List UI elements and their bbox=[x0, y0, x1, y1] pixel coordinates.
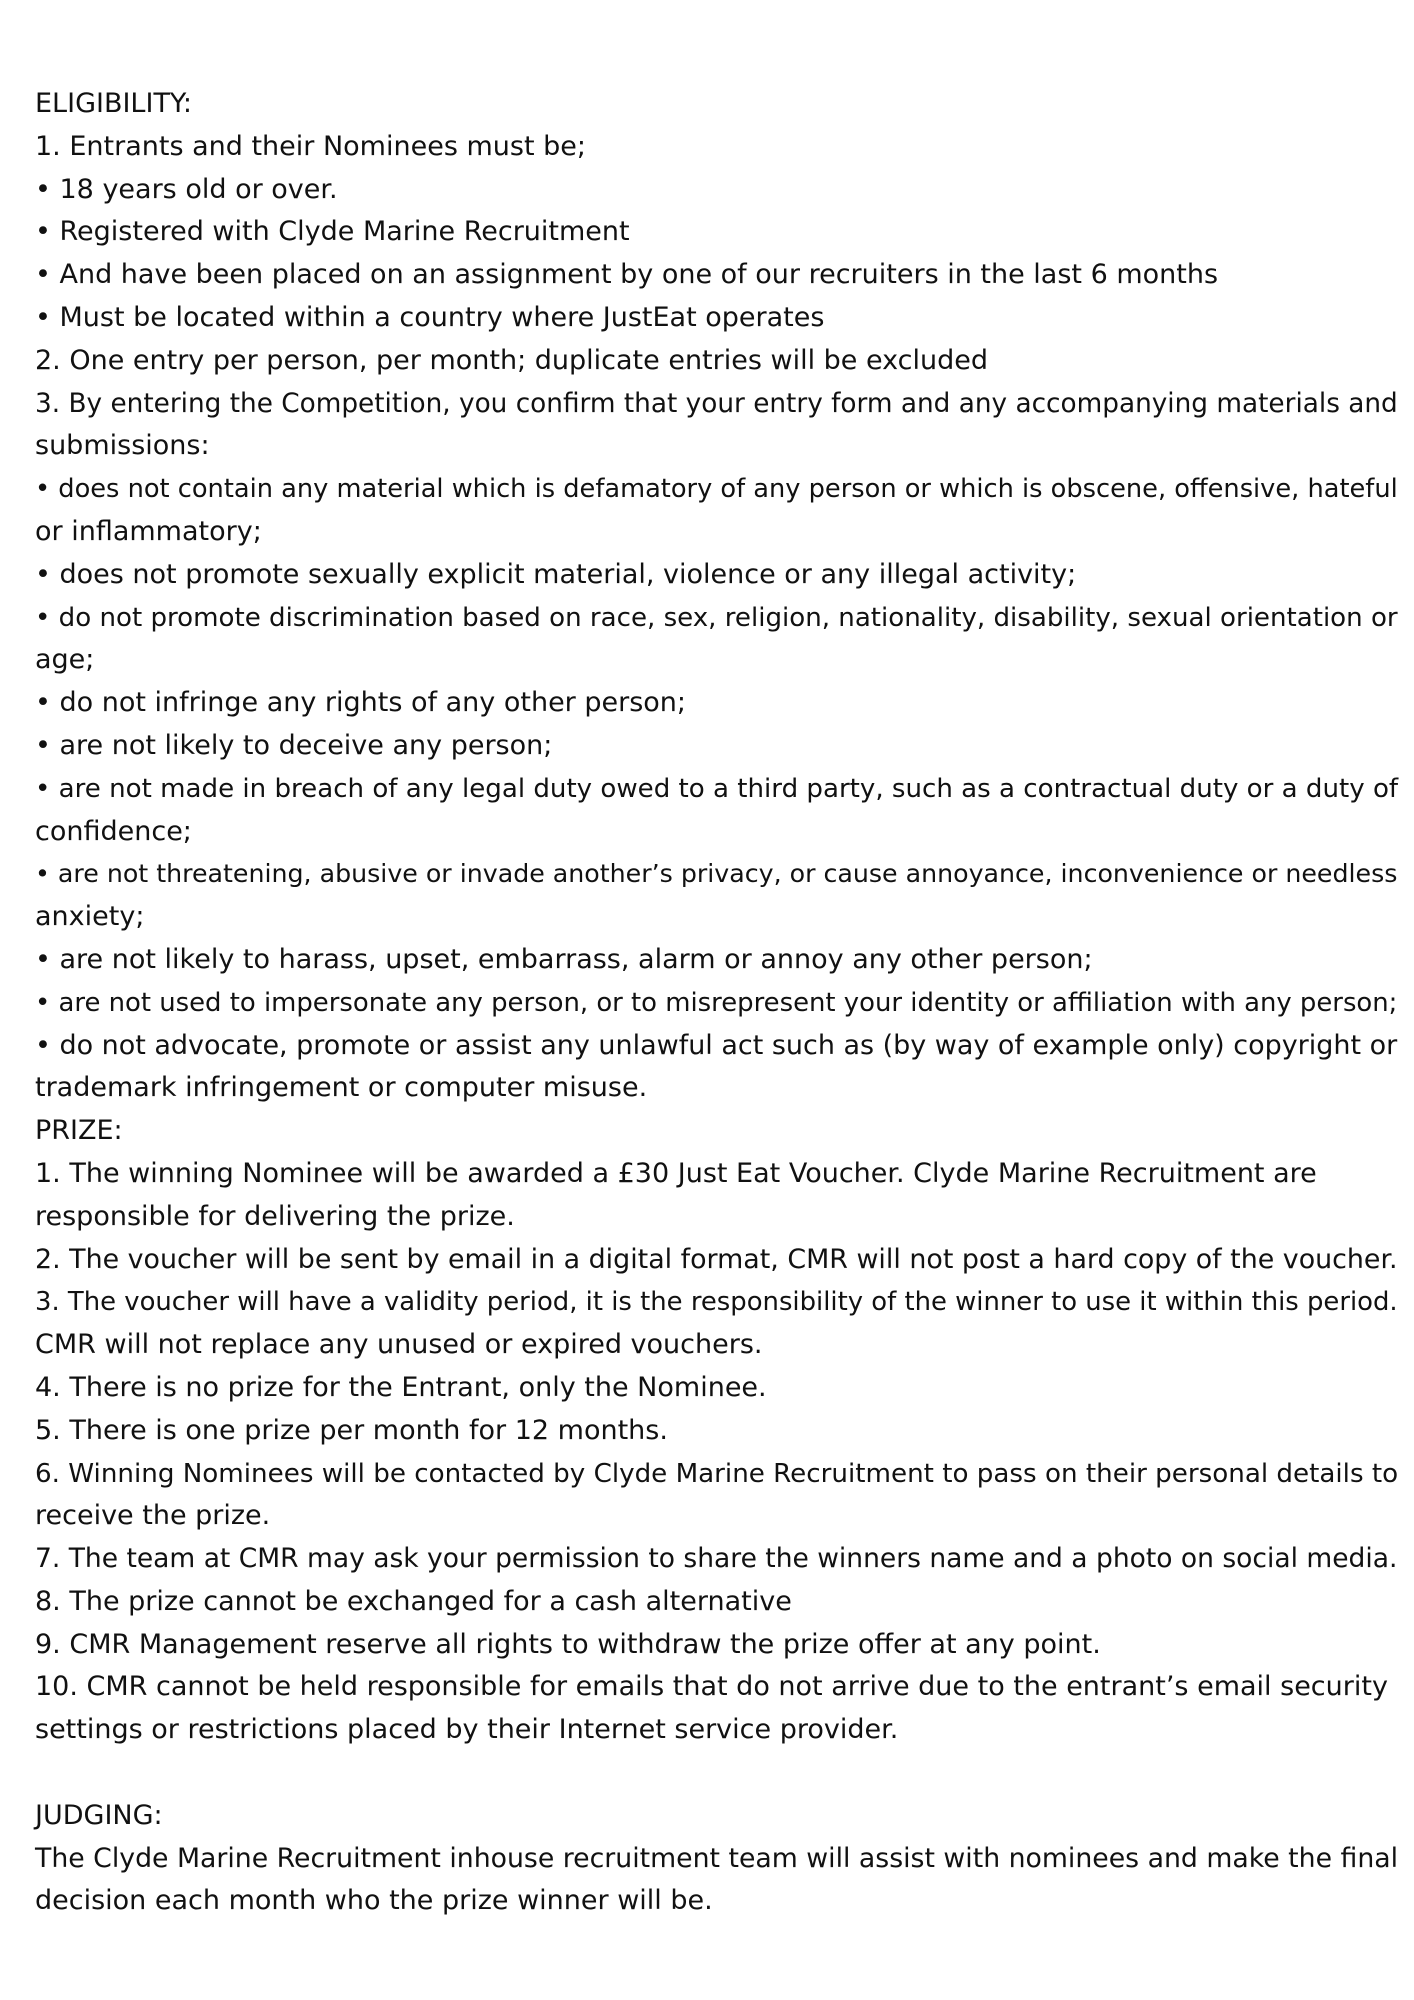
eligibility-text-line: • does not contain any material which is defamatory of any person or which is obscene, offensive, hateful bbox=[35, 474, 1398, 505]
prize-text-line: receive the prize. bbox=[35, 1500, 271, 1532]
eligibility-text-line: • 18 years old or over. bbox=[35, 173, 338, 205]
eligibility-text-line: submissions: bbox=[35, 430, 210, 462]
eligibility-text-line: • do not promote discrimination based on race, sex, religion, nationality, disability, sexual orientation or bbox=[35, 602, 1398, 633]
eligibility-text-line: trademark infringement or computer misuse. bbox=[35, 1072, 648, 1104]
eligibility-text-line: • are not used to impersonate any person, or to misrepresent your identity or affiliation with any person; bbox=[35, 987, 1398, 1018]
prize-text-line: responsible for delivering the prize. bbox=[35, 1200, 515, 1232]
eligibility-text-line: 1. Entrants and their Nominees must be; bbox=[35, 130, 586, 162]
eligibility-text-line: • Must be located within a country where JustEat operates bbox=[35, 301, 825, 333]
judging-lines bbox=[35, 1838, 1399, 1924]
eligibility-heading: ELIGIBILITY: bbox=[35, 88, 192, 119]
prize-text-line: 10. CMR cannot be held responsible for emails that do not arrive due to the entrant’s email security bbox=[35, 1671, 1388, 1703]
eligibility-text-line: age; bbox=[35, 644, 95, 676]
eligibility-section bbox=[35, 83, 1399, 1110]
eligibility-text-line: • do not advocate, promote or assist any unlawful act such as (by way of example only) copyright or bbox=[35, 1029, 1398, 1061]
prize-text-line: 3. The voucher will have a validity period, it is the responsibility of the winner to use it within this period. bbox=[35, 1287, 1398, 1318]
eligibility-text-line: • do not infringe any rights of any other person; bbox=[35, 687, 687, 719]
prize-text-line: 7. The team at CMR may ask your permission to share the winners name and a photo on social media. bbox=[35, 1543, 1398, 1575]
prize-text-line: 2. The voucher will be sent by email in a digital format, CMR will not post a hard copy of the voucher. bbox=[35, 1243, 1398, 1275]
prize-text-line: 9. CMR Management reserve all rights to withdraw the prize offer at any point. bbox=[35, 1628, 1101, 1660]
eligibility-text-line: • Registered with Clyde Marine Recruitment bbox=[35, 216, 630, 248]
prize-text-line: settings or restrictions placed by their Internet service provider. bbox=[35, 1714, 899, 1746]
judging-text-line: The Clyde Marine Recruitment inhouse recruitment team will assist with nominees and make the final bbox=[35, 1842, 1399, 1874]
eligibility-text-line: • are not likely to deceive any person; bbox=[35, 729, 553, 761]
prize-text-line: 4. There is no prize for the Entrant, only the Nominee. bbox=[35, 1371, 767, 1403]
eligibility-text-line: • are not made in breach of any legal duty owed to a third party, such as a contractual duty or a duty of bbox=[35, 773, 1399, 804]
prize-text-line: 1. The winning Nominee will be awarded a £30 Just Eat Voucher. Clyde Marine Recruitment are bbox=[35, 1157, 1317, 1189]
eligibility-text-line: • are not threatening, abusive or invade another’s privacy, or cause annoyance, inconvenience or needless bbox=[35, 859, 1398, 889]
eligibility-text-line: confidence; bbox=[35, 815, 192, 847]
prize-text-line: 6. Winning Nominees will be contacted by Clyde Marine Recruitment to pass on their personal details to bbox=[35, 1458, 1399, 1489]
eligibility-text-line: • are not likely to harass, upset, embarrass, alarm or annoy any other person; bbox=[35, 943, 1093, 975]
judging-heading: JUDGING: bbox=[35, 1799, 163, 1831]
prize-section bbox=[35, 1110, 1399, 1752]
judging-text-line: decision each month who the prize winner will be. bbox=[35, 1885, 713, 1917]
eligibility-lines bbox=[35, 126, 1399, 1110]
eligibility-text-line: or inflammatory; bbox=[35, 515, 262, 547]
eligibility-text-line: 3. By entering the Competition, you confirm that your entry form and any accompanying materials and bbox=[35, 388, 1398, 419]
eligibility-text-line: • does not promote sexually explicit material, violence or any illegal activity; bbox=[35, 558, 1077, 590]
prize-lines bbox=[35, 1153, 1399, 1752]
prize-text-line: 8. The prize cannot be exchanged for a cash alternative bbox=[35, 1585, 792, 1617]
eligibility-text-line: 2. One entry per person, per month; duplicate entries will be excluded bbox=[35, 344, 988, 376]
prize-text-line: CMR will not replace any unused or expired vouchers. bbox=[35, 1329, 763, 1361]
eligibility-text-line: • And have been placed on an assignment by one of our recruiters in the last 6 months bbox=[35, 259, 1219, 291]
prize-text-line: 5. There is one prize per month for 12 months. bbox=[35, 1414, 668, 1446]
section-spacer bbox=[35, 1752, 1395, 1795]
terms-document bbox=[35, 83, 1399, 1923]
judging-section bbox=[35, 1795, 1399, 1923]
eligibility-text-line: anxiety; bbox=[35, 901, 145, 933]
prize-heading: PRIZE: bbox=[35, 1115, 123, 1147]
